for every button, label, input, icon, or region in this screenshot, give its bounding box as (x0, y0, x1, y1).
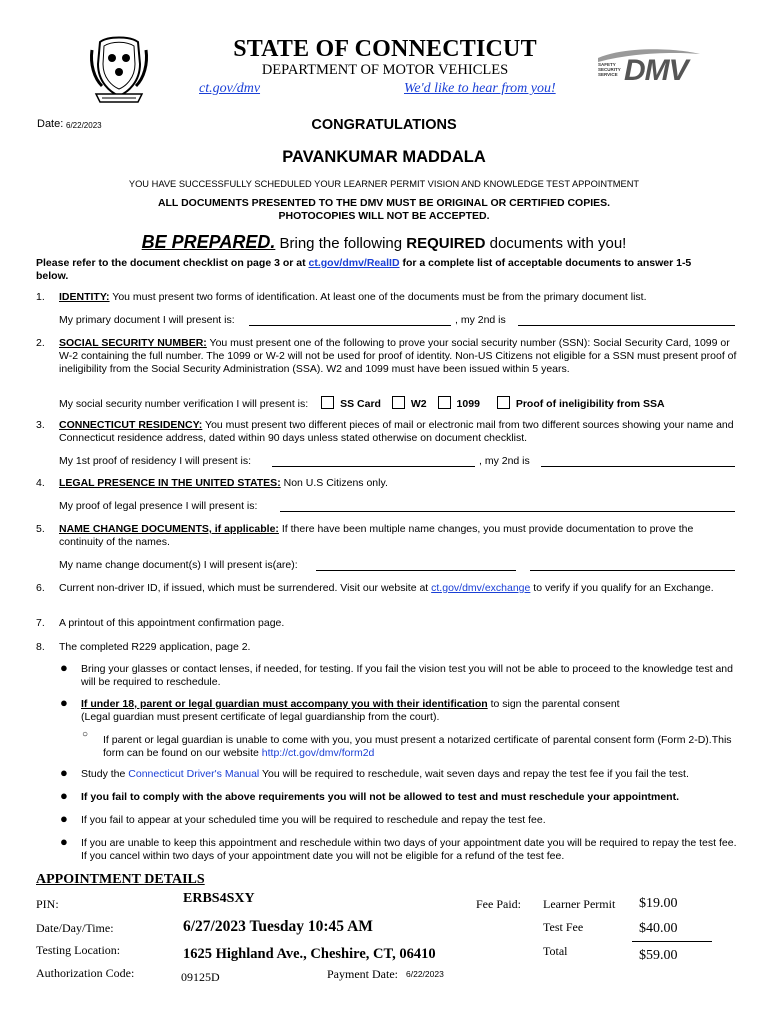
dmv-logo-small-text: SAFETY SECURITY SERVICE (598, 62, 621, 77)
original-documents-warning: ALL DOCUMENTS PRESENTED TO THE DMV MUST BE ORIGINAL OR CERTIFIED COPIES. (157, 197, 611, 209)
authorization-code-value: 09125D (181, 970, 220, 984)
identity-text: You must present two forms of identification. At least one of the documents must be from the primary document list. (109, 291, 647, 303)
identity-heading: IDENTITY: (59, 291, 110, 303)
ct-gov-dmv-link[interactable]: ct.gov/dmv (199, 81, 261, 96)
under-18-heading: If under 18 (81, 698, 135, 710)
ss-card-checkbox[interactable] (321, 396, 334, 409)
residency-text: You must present two different pieces of mail or electronic mail from two different sources showing your name and Connecticut residence address, dated within 90 days unless stated otherwise on document checklist. (59, 419, 734, 444)
residency-heading: CONNECTICUT RESIDENCY: (59, 419, 203, 431)
refer-post: for a complete list of acceptable documents to answer 1-5 below. (36, 257, 692, 282)
ssn-heading: SOCIAL SECURITY NUMBER: (59, 337, 207, 349)
name-change-heading: NAME CHANGE DOCUMENTS, if applicable: (59, 523, 279, 535)
fee-learner-permit-amount: $19.00 (639, 896, 678, 911)
bullet-2-icon: ● (60, 695, 68, 710)
date-value: 6/22/2023 (66, 121, 102, 130)
residency-second-label: , my 2nd is (479, 455, 530, 467)
item-2-ssn (59, 337, 739, 376)
item-5-name-change (59, 523, 739, 549)
fee-total-label: Total (543, 944, 568, 958)
first-residency-line (272, 466, 475, 467)
name-change-line-1 (316, 570, 516, 571)
date-day-time-value: 6/27/2023 Tuesday 10:45 AM (183, 918, 373, 935)
item-1-identity (59, 291, 739, 304)
authorization-code-label: Authorization Code: (36, 966, 135, 980)
pin-value: ERBS4SXY (183, 891, 255, 906)
refer-checklist (36, 257, 716, 282)
department-title: DEPARTMENT OF MOTOR VEHICLES (261, 62, 509, 78)
w2-checkbox[interactable] (392, 396, 405, 409)
legal-presence-line-label: My proof of legal presence I will present is: (59, 500, 258, 512)
1099-checkbox[interactable] (438, 396, 451, 409)
residency-line-label: My 1st proof of residency I will present is: (59, 455, 251, 467)
be-prepared-big: BE PREPARED. (141, 232, 276, 252)
item-8-number: 8. (36, 641, 45, 653)
bullet-3-icon: ● (60, 765, 68, 780)
item-1-number: 1. (36, 291, 45, 303)
item-3-residency (59, 419, 739, 445)
ssn-line-label: My social security number verification I will present is: (59, 398, 309, 410)
primary-document-line (249, 325, 451, 326)
exchange-pre: Current non-driver ID, if issued, which must be surrendered. Visit our website at (59, 582, 432, 594)
item-6-exchange (59, 582, 739, 595)
exchange-link[interactable]: ct.gov/dmv/exchange (431, 582, 531, 594)
appointment-details-heading: APPOINTMENT DETAILS (36, 872, 205, 887)
realid-link[interactable]: ct.gov/dmv/RealID (308, 257, 400, 269)
item-8-r229: The completed R229 application, page 2. (59, 641, 251, 653)
bullet-glasses: Bring your glasses or contact lenses, if needed, for testing. If you fail the vision test you will not be able to proceed to the knowledge test and will be required to reschedule. (81, 663, 733, 688)
name-change-line-2 (530, 570, 735, 571)
feedback-link[interactable]: We'd like to hear from you! (404, 81, 556, 96)
testing-location-value: 1625 Highland Ave., Cheshire, CT, 06410 (183, 946, 436, 962)
item-6-number: 6. (36, 582, 45, 594)
congratulations-heading: CONGRATULATIONS (311, 117, 457, 133)
sub-bullet-icon: ○ (82, 729, 89, 740)
sub-bullet-consent-form (103, 734, 739, 760)
under-18-tail: to sign the parental consent (487, 698, 620, 710)
item-2-number: 2. (36, 337, 45, 349)
w2-label: W2 (410, 398, 427, 410)
form2d-link[interactable]: http://ct.gov/dmv/form2d (261, 747, 375, 759)
second-document-line (518, 325, 735, 326)
bullet-drivers-manual (81, 768, 741, 781)
under-18-guardian: (Legal guardian must present certificate of legal guardianship from the court). (81, 711, 440, 723)
payment-date-label: Payment Date: (327, 967, 398, 981)
manual-pre: Study the (81, 768, 129, 780)
bullet-1-icon: ● (60, 660, 68, 675)
item-4-legal-presence (59, 477, 739, 490)
fee-total-amount: $59.00 (639, 948, 678, 963)
manual-post: You will be required to reschedule, wait seven days and repay the test fee if you fail the test. (259, 768, 689, 780)
item-7-printout: A printout of this appointment confirmation page. (59, 617, 285, 629)
item-4-number: 4. (36, 477, 45, 489)
fee-test-fee-label: Test Fee (543, 920, 584, 934)
be-prepared-required: REQUIRED (406, 235, 486, 252)
payment-date-value: 6/22/2023 (406, 969, 444, 979)
bullet-6-icon: ● (60, 834, 68, 849)
legal-presence-heading: LEGAL PRESENCE IN THE UNITED STATES: (59, 477, 281, 489)
be-prepared-text2: documents with you! (485, 235, 627, 252)
item-7-number: 7. (36, 617, 45, 629)
ssn-options (59, 396, 739, 411)
dmv-logo-text: DMV (624, 54, 688, 87)
scheduled-message: YOU HAVE SUCCESSFULLY SCHEDULED YOUR LEARNER PERMIT VISION AND KNOWLEDGE TEST APPOINTMENT (128, 179, 640, 189)
fee-test-fee-amount: $40.00 (639, 921, 678, 936)
pin-label: PIN: (36, 897, 59, 911)
bullet-fail-to-appear: If you fail to appear at your scheduled time you will be required to reschedule and repay the test fee. (81, 814, 546, 826)
connecticut-seal (88, 34, 150, 106)
ssa-ineligibility-label: Proof of ineligibility from SSA (515, 398, 665, 410)
item-3-number: 3. (36, 419, 45, 431)
be-prepared-heading (0, 232, 768, 253)
date-label: Date: (37, 118, 64, 130)
legal-presence-text: Non U.S Citizens only. (280, 477, 388, 489)
under-18-mid: , parent or legal guardian must accompany you with their identification (134, 698, 488, 710)
ss-card-label: SS Card (340, 398, 381, 410)
date-day-time-label: Date/Day/Time: (36, 921, 114, 935)
fee-paid-label: Fee Paid: (476, 897, 521, 911)
photocopies-warning: PHOTOCOPIES WILL NOT BE ACCEPTED. (278, 210, 490, 222)
fee-total-divider (632, 941, 712, 942)
bullet-reschedule-policy: If you are unable to keep this appointment and reschedule within two days of your appointment date you will be required to repay the test fee. If you cancel within two days of your appointment date you will not be eligible for a refund of the test fee. (81, 837, 737, 862)
identity-second-label: , my 2nd is (455, 314, 506, 326)
refer-pre: Please refer to the document checklist on page 3 or at (36, 257, 309, 269)
1099-label: 1099 (456, 398, 480, 410)
legal-presence-line (280, 511, 735, 512)
identity-line-label: My primary document I will present is: (59, 314, 235, 326)
bullet-under-18 (81, 698, 741, 724)
bullet-5-icon: ● (60, 811, 68, 826)
item-5-number: 5. (36, 523, 45, 535)
name-change-line-label: My name change document(s) I will present is(are): (59, 559, 298, 571)
testing-location-label: Testing Location: (36, 943, 121, 957)
applicant-name: PAVANKUMAR MADDALA (282, 148, 486, 166)
ssa-ineligibility-checkbox[interactable] (497, 396, 510, 409)
bullet-comply-warning: If you fail to comply with the above requirements you will not be allowed to test and must reschedule your appointment. (81, 791, 679, 803)
state-title: STATE OF CONNECTICUT (233, 36, 537, 62)
bullet-4-icon: ● (60, 788, 68, 803)
exchange-post: to verify if you qualify for an Exchange. (530, 582, 714, 594)
name-change-text: If there have been multiple name changes, you must provide documentation to prove the continuity of the names. (59, 523, 694, 548)
drivers-manual-link[interactable]: Connecticut Driver's Manual (128, 768, 260, 780)
be-prepared-text1: Bring the following (275, 235, 407, 252)
consent-form-text: If parent or legal guardian is unable to come with you, you must present a notarized certificate of parental consent form (Form 2-D).This form can be found on our website (103, 734, 732, 759)
dmv-logo (596, 48, 706, 88)
second-residency-line (541, 466, 735, 467)
ssn-text: You must present one of the following to prove your social security number (SSN): Social Security Card, 1099 or W-2 containing the full number. The 1099 or W-2 will not be used for proof of identity. Non-US Citizens not eligible for a SSN must present proof of ineligibility from the Social Security Administration (SSA). W2 and 1099 must have been issued within 5 years. (59, 337, 737, 375)
fee-learner-permit-label: Learner Permit (543, 897, 616, 911)
